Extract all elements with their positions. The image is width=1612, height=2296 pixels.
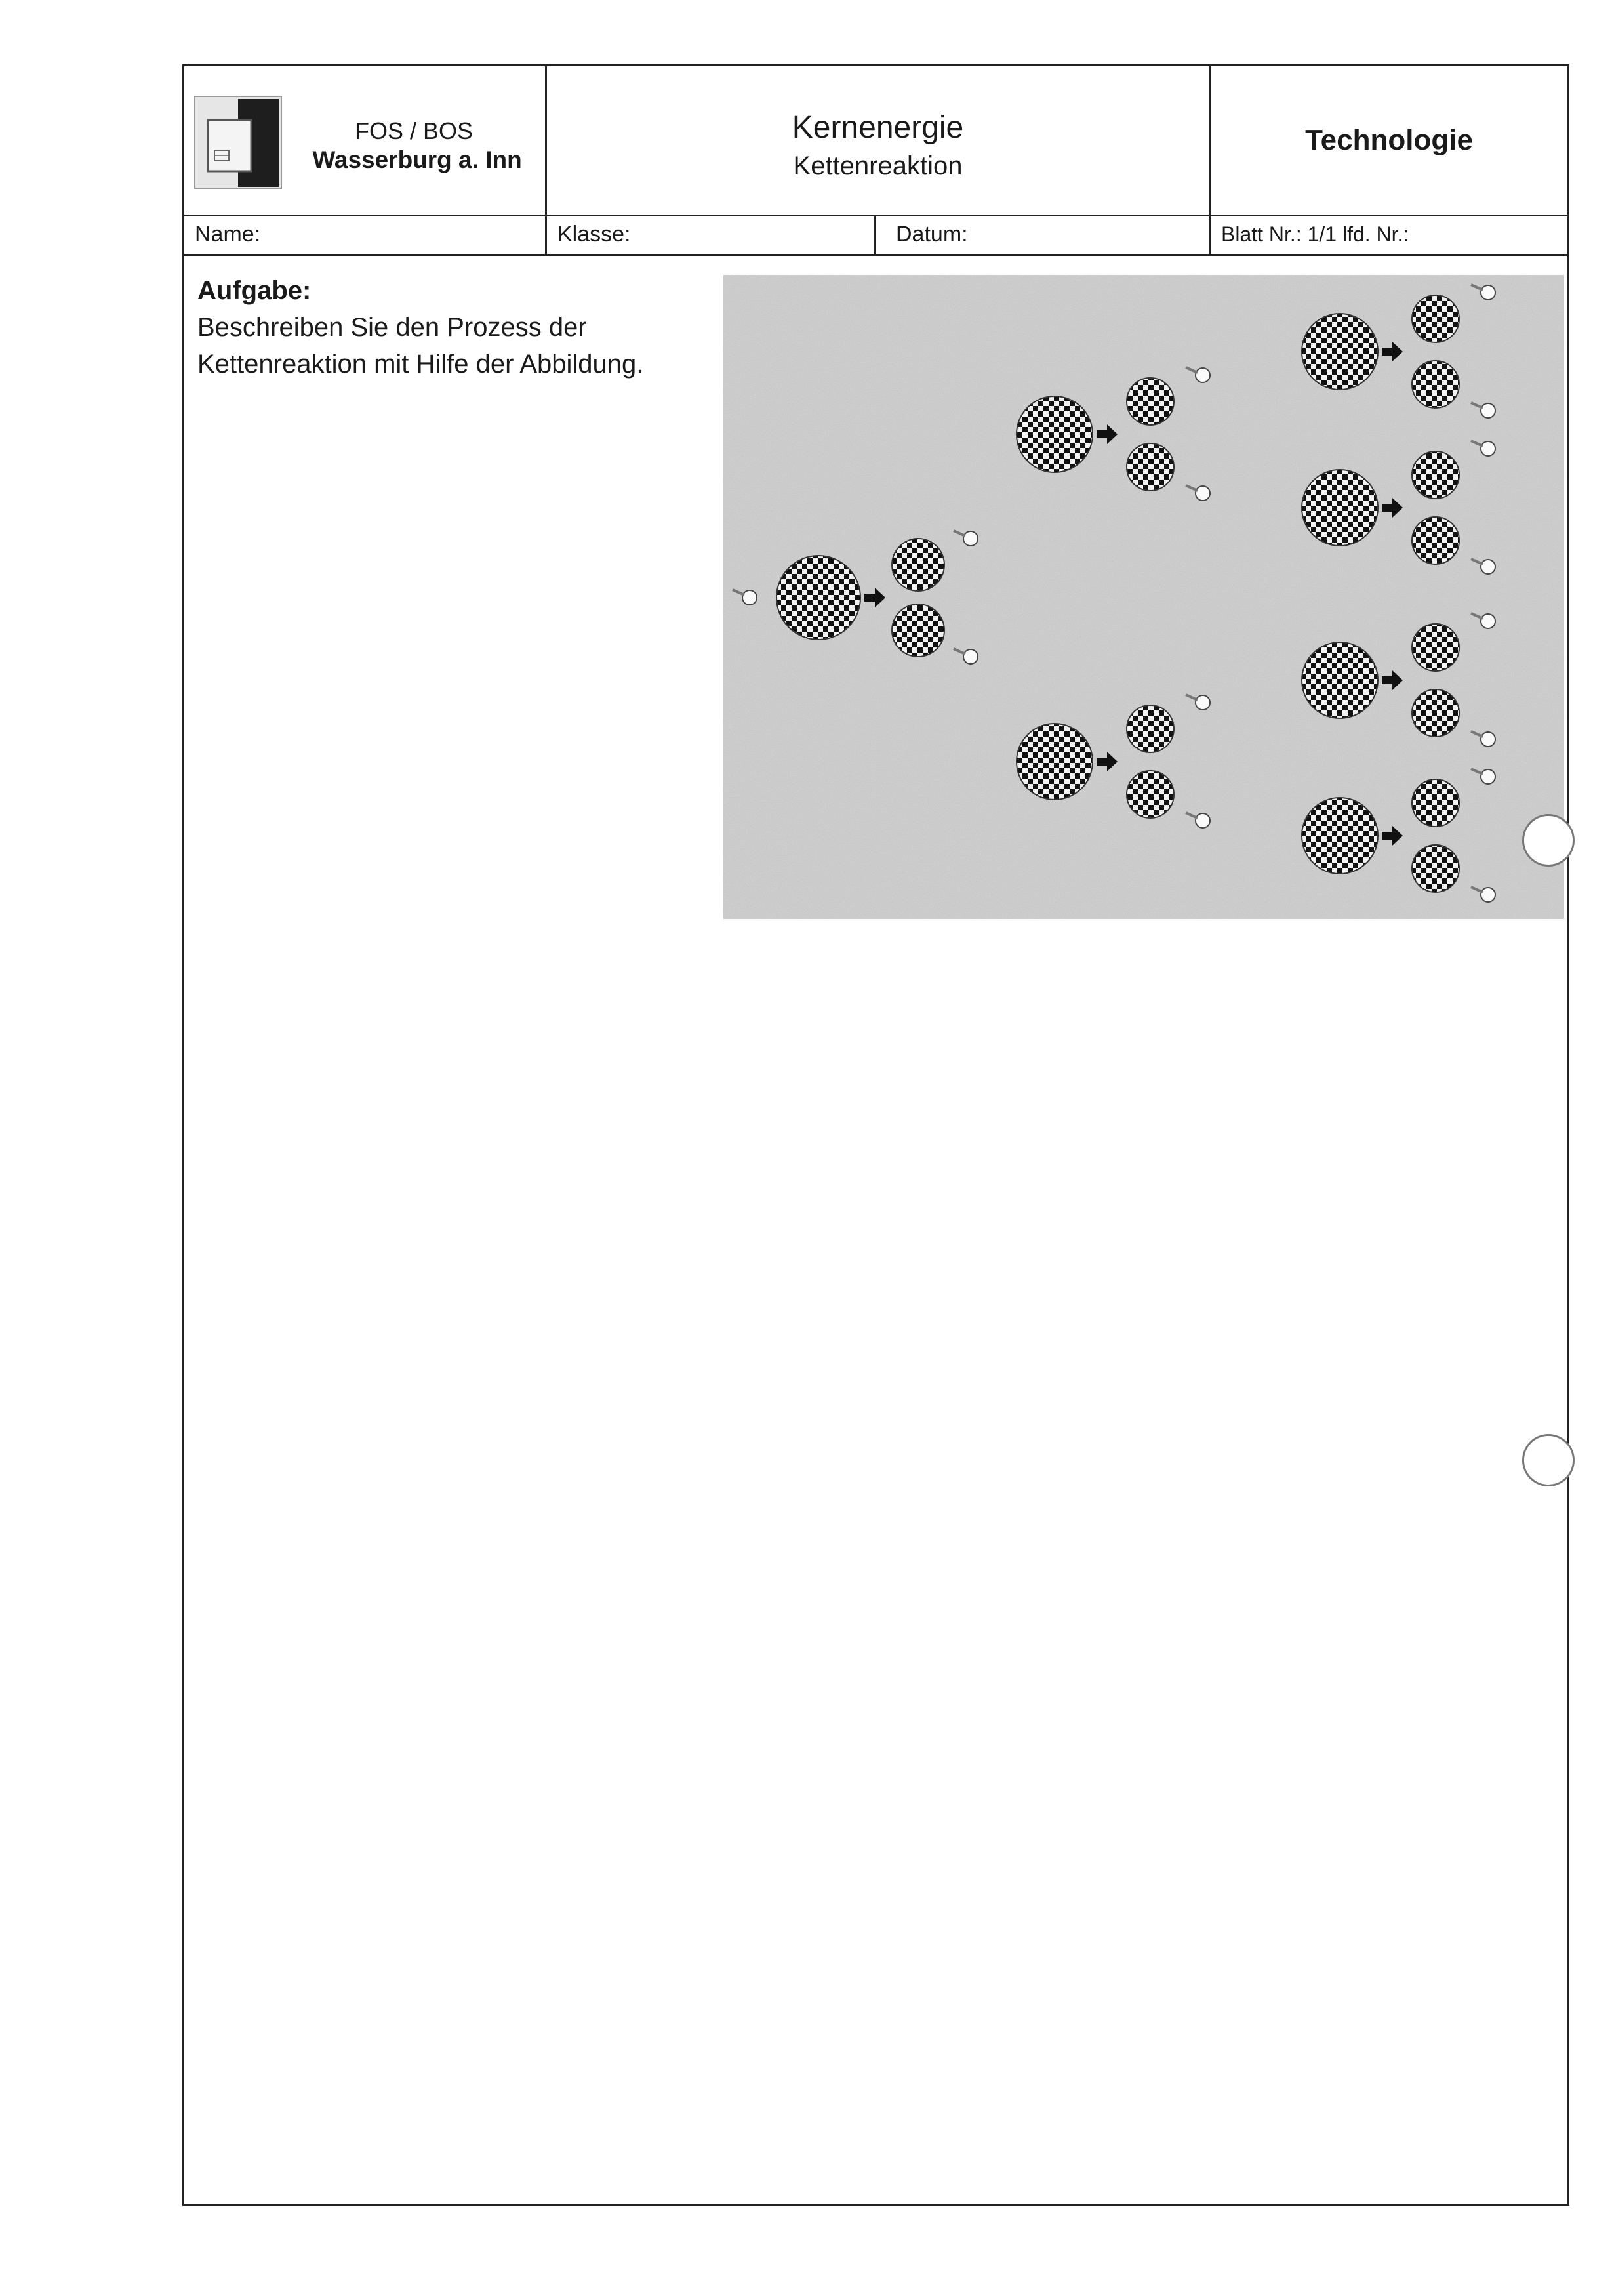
neutron bbox=[1481, 560, 1495, 574]
fragment-nucleus bbox=[1412, 361, 1459, 408]
uranium-nucleus bbox=[1302, 642, 1378, 718]
uranium-nucleus bbox=[776, 556, 860, 640]
punch-hole bbox=[1522, 814, 1575, 867]
fragment-nucleus bbox=[1412, 779, 1459, 827]
fragment-nucleus bbox=[1412, 624, 1459, 671]
neutron bbox=[963, 531, 978, 546]
fragment-nucleus bbox=[1412, 451, 1459, 499]
school-name-line2: Wasserburg a. Inn bbox=[312, 146, 522, 173]
subject-cell bbox=[1211, 66, 1567, 215]
fragment-nucleus bbox=[1412, 689, 1459, 737]
neutron bbox=[1196, 813, 1210, 828]
task-heading: Aufgabe: bbox=[197, 276, 312, 305]
uranium-nucleus bbox=[1302, 470, 1378, 546]
task-text: Beschreiben Sie den Prozess der Kettenreaktion mit Hilfe der Abbildung. bbox=[197, 313, 644, 379]
fragment-nucleus bbox=[892, 604, 944, 657]
neutron bbox=[1481, 614, 1495, 628]
fragment-nucleus bbox=[1412, 295, 1459, 342]
neutron bbox=[1481, 888, 1495, 902]
uranium-nucleus bbox=[1017, 396, 1093, 472]
neutron bbox=[1196, 368, 1210, 382]
neutron bbox=[1481, 403, 1495, 418]
uranium-nucleus bbox=[1302, 798, 1378, 874]
fragment-nucleus bbox=[1127, 771, 1174, 818]
fragment-nucleus bbox=[1127, 705, 1174, 752]
chain-reaction-diagram-icon bbox=[723, 275, 1564, 919]
page-subtitle: Kettenreaktion bbox=[793, 152, 963, 180]
klasse-field[interactable]: Klasse: bbox=[547, 215, 876, 254]
datum-field[interactable]: Datum: bbox=[876, 215, 1211, 254]
neutron bbox=[1481, 441, 1495, 456]
uranium-nucleus bbox=[1017, 724, 1093, 800]
header-table bbox=[184, 66, 1567, 216]
title-cell bbox=[547, 66, 1211, 215]
info-row bbox=[184, 215, 1567, 256]
fragment-nucleus bbox=[892, 539, 944, 591]
name-field[interactable]: Name: bbox=[184, 215, 547, 254]
fragment-nucleus bbox=[1412, 517, 1459, 564]
neutron bbox=[742, 590, 757, 605]
neutron bbox=[1196, 486, 1210, 501]
neutron bbox=[1481, 732, 1495, 747]
school-name-line1: FOS / BOS bbox=[354, 117, 474, 144]
fragment-nucleus bbox=[1412, 845, 1459, 892]
uranium-nucleus bbox=[1302, 314, 1378, 390]
neutron bbox=[963, 649, 978, 664]
subject-label: Technologie bbox=[1305, 124, 1473, 156]
page-title: Kernenergie bbox=[792, 110, 964, 145]
school-cell bbox=[184, 66, 547, 215]
neutron bbox=[1481, 769, 1495, 784]
fragment-nucleus bbox=[1127, 443, 1174, 491]
school-logo-icon bbox=[192, 94, 284, 191]
worksheet bbox=[182, 64, 1569, 2206]
blatt-field: Blatt Nr.: 1/1 lfd. Nr.: bbox=[1221, 222, 1409, 246]
fragment-nucleus bbox=[1127, 378, 1174, 425]
punch-hole bbox=[1522, 1434, 1575, 1486]
neutron bbox=[1481, 285, 1495, 300]
neutron bbox=[1196, 695, 1210, 710]
